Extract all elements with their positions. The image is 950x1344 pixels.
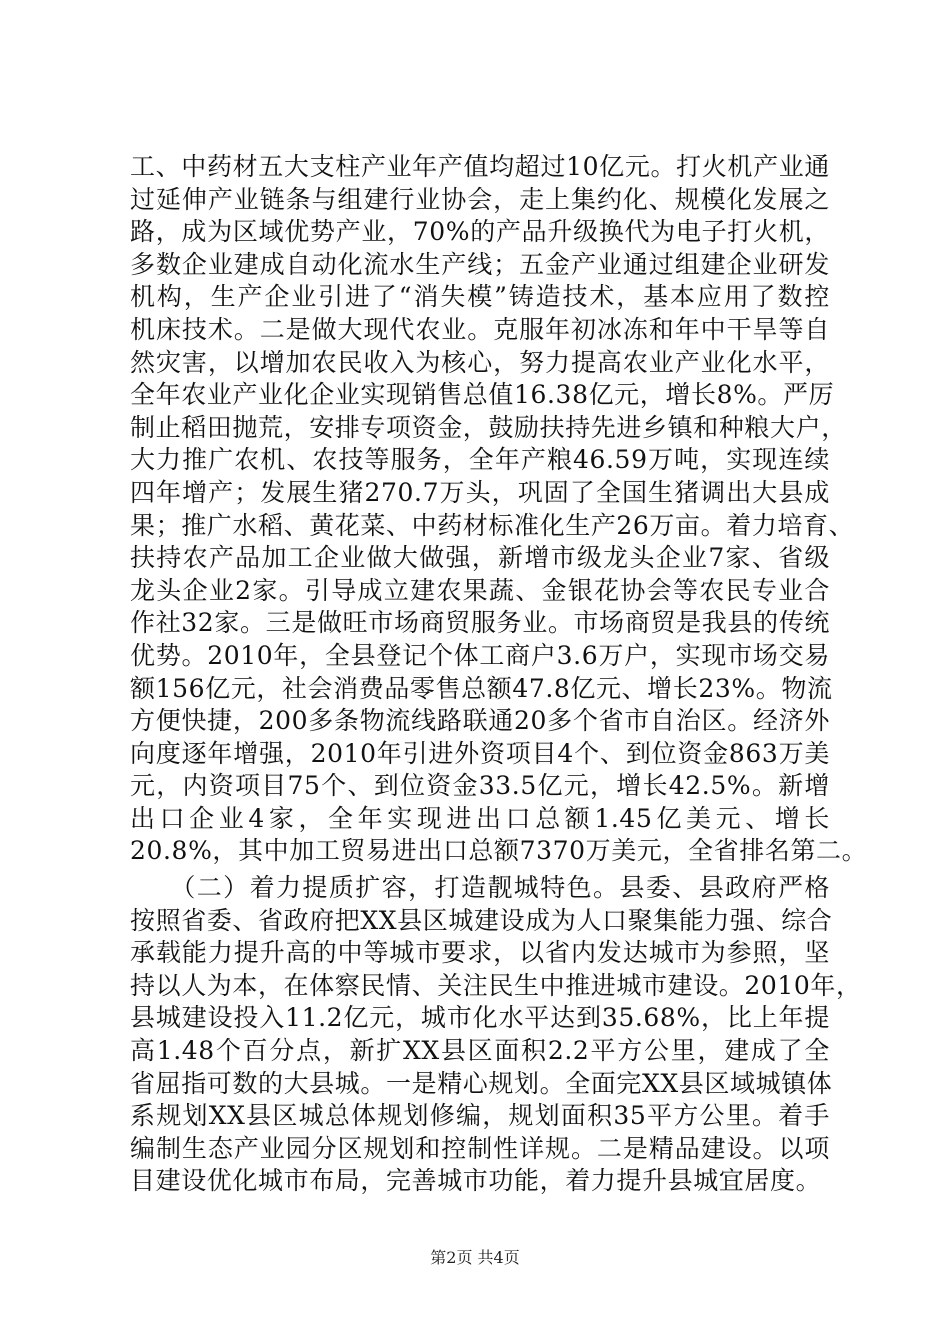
text-line: 四年增产；发展生猪270.7万头，巩固了全国生猪调出大县成 bbox=[130, 477, 830, 507]
text-line: 出口企业4家，全年实现进出口总额1.45亿美元、增长 bbox=[130, 803, 830, 833]
text-line: 高1.48个百分点，新扩XX县区面积2.2平方公里，建成了全 bbox=[130, 1035, 830, 1065]
text-line: 机床技术。二是做大现代农业。克服年初冰冻和年中干旱等自 bbox=[130, 314, 830, 344]
text-line: 制止稻田抛荒，安排专项资金，鼓励扶持先进乡镇和种粮大户， bbox=[130, 412, 847, 442]
text-line: 工、中药材五大支柱产业年产值均超过10亿元。打火机产业通 bbox=[130, 152, 830, 181]
text-line: 向度逐年增强，2010年引进外资项目4个、到位资金863万美 bbox=[130, 738, 830, 768]
text-line: 承载能力提升高的中等城市要求，以省内发达城市为参照，坚 bbox=[130, 938, 830, 968]
text-line: （二）着力提质扩容，打造靓城特色。县委、县政府严格 bbox=[130, 873, 830, 902]
text-line: 方便快捷，200多条物流线路联通20多个省市自治区。经济外 bbox=[130, 706, 830, 736]
text-line: 省屈指可数的大县城。一是精心规划。全面完XX县区域城镇体 bbox=[130, 1068, 833, 1098]
text-line: 扶持农产品加工企业做大做强，新增市级龙头企业7家、省级 bbox=[130, 543, 830, 573]
text-line: 过延伸产业链条与组建行业协会，走上集约化、规模化发展之 bbox=[130, 184, 830, 214]
text-line: 多数企业建成自动化流水生产线；五金产业通过组建企业研发 bbox=[130, 249, 830, 279]
paragraph-1 bbox=[130, 151, 868, 868]
text-line: 路，成为区域优势产业，70%的产品升级换代为电子打火机， bbox=[130, 217, 830, 247]
text-line: 大力推广农机、农技等服务，全年产粮46.59万吨，实现连续 bbox=[130, 445, 830, 475]
text-line: 额156亿元，社会消费品零售总额47.8亿元、增长23%。物流 bbox=[130, 673, 833, 703]
text-line: 优势。2010年，全县登记个体工商户3.6万户，实现市场交易 bbox=[130, 640, 830, 670]
text-line: 县城建设投入11.2亿元，城市化水平达到35.68%，比上年提 bbox=[130, 1003, 830, 1033]
text-line: 系规划XX县区城总体规划修编，规划面积35平方公里。着手 bbox=[130, 1101, 830, 1131]
text-line: 编制生态产业园分区规划和控制性详规。二是精品建设。以项 bbox=[130, 1133, 830, 1163]
text-line: 目建设优化城市布局，完善城市功能，着力提升县城宜居度。 bbox=[130, 1166, 822, 1196]
text-line: 作社32家。三是做旺市场商贸服务业。市场商贸是我县的传统 bbox=[130, 608, 830, 638]
text-line: 按照省委、省政府把XX县区城建设成为人口聚集能力强、综合 bbox=[130, 905, 833, 935]
text-line: 20.8%，其中加工贸易进出口总额7370万美元，全省排名第二。 bbox=[130, 836, 868, 866]
paragraph-2 bbox=[130, 872, 862, 1198]
text-line: 果；推广水稻、黄花菜、中药材标准化生产26万亩。着力培育、 bbox=[130, 510, 855, 540]
text-line: 机构，生产企业引进了“消失模”铸造技术，基本应用了数控 bbox=[130, 282, 830, 312]
page-footer: 第2页 共4页 bbox=[430, 1248, 520, 1267]
text-line: 元，内资项目75个、到位资金33.5亿元，增长42.5%。新增 bbox=[130, 771, 830, 801]
text-line: 龙头企业2家。引导成立建农果蔬、金银花协会等农民专业合 bbox=[130, 575, 830, 605]
text-line: 然灾害，以增加农民收入为核心，努力提高农业产业化水平， bbox=[130, 347, 830, 377]
text-line: 全年农业产业化企业实现销售总值16.38亿元，增长8%。严厉 bbox=[130, 380, 835, 410]
text-line: 持以人为本，在体察民情、关注民生中推进城市建设。2010年， bbox=[130, 970, 862, 1000]
